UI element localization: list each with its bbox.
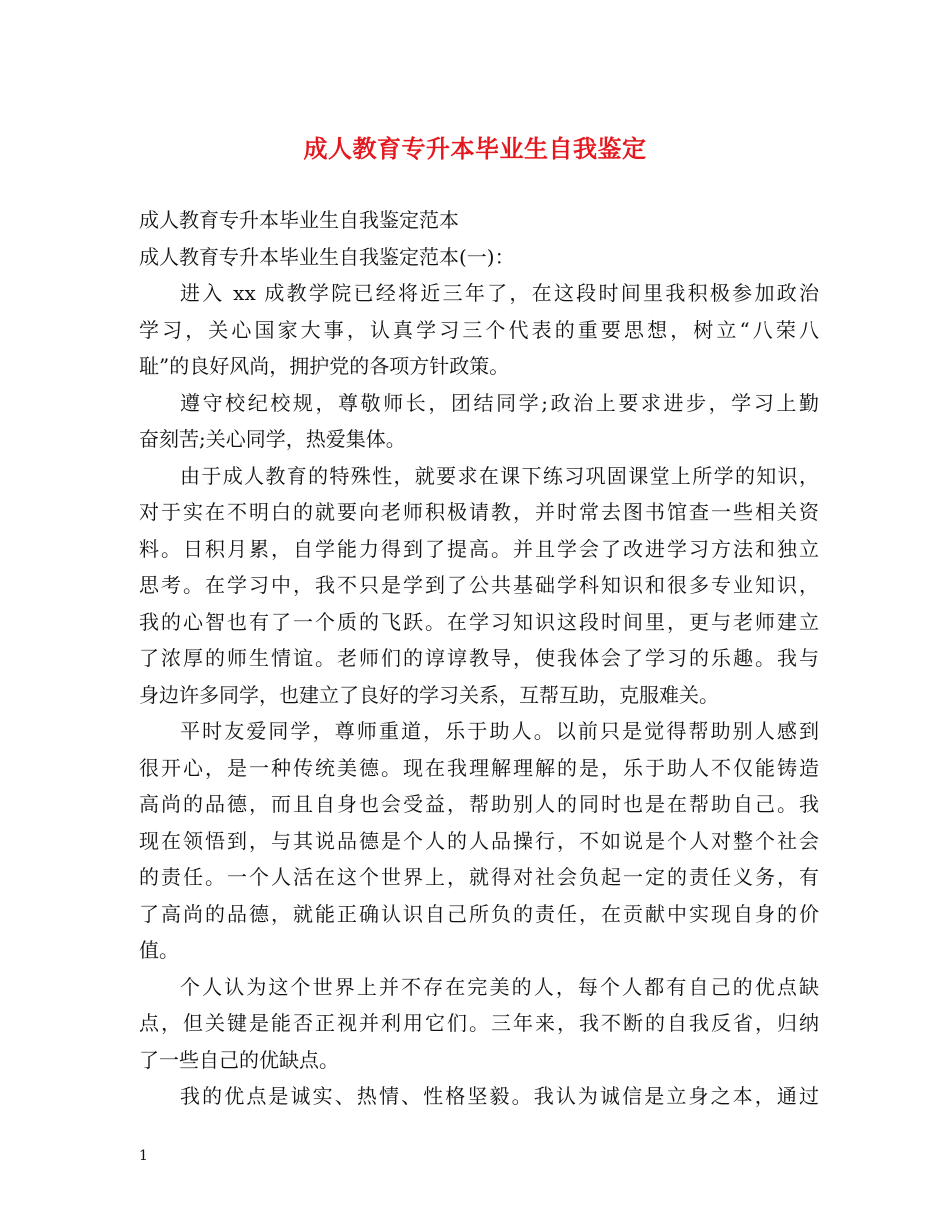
text-line: 的责任。一个人活在这个世界上，就得对社会负起一定的责任义务，有 [139,865,819,889]
text-line: 了高尚的品德，就能正确认识自己所负的责任，在贡献中实现自身的价 [139,901,819,926]
text-line: 思考。在学习中，我不只是学到了公共基础学科知识和很多专业知识， [139,573,819,597]
text-line: 很开心，是一种传统美德。现在我理解理解的是，乐于助人不仅能铸造 [139,755,819,780]
text-line: 现在领悟到，与其说品德是个人的人品操行，不如说是个人对整个社会 [139,828,819,853]
text-line: 平时友爱同学，尊师重道，乐于助人。以前只是觉得帮助别人感到 [180,719,819,743]
text-line: 点，但关键是能否正视并利用它们。三年来，我不断的自我反省，归纳 [139,1011,819,1035]
document-body [139,202,819,1115]
text-line: 耻”的良好风尚，拥护党的各项方针政策。 [139,354,510,378]
text-line: 对于实在不明白的就要向老师积极请教，并时常去图书馆查一些相关资 [139,500,819,524]
document-title: 成人教育专升本毕业生自我鉴定 [303,134,647,163]
text-line: 成人教育专升本毕业生自我鉴定范本(一)： [139,244,515,269]
text-line: 个人认为这个世界上并不存在完美的人，每个人都有自己的优点缺 [180,974,819,999]
text-line: 学习，关心国家大事，认真学习三个代表的重要思想，树立“八荣八 [139,317,819,342]
text-line: 进入 xx 成教学院已经将近三年了，在这段时间里我积极参加政治 [180,281,819,305]
text-line: 我的心智也有了一个质的飞跃。在学习知识这段时间里，更与老师建立 [139,609,819,634]
text-line: 奋刻苦;关心同学，热爱集体。 [139,427,406,451]
text-line: 遵守校纪校规，尊敬师长，团结同学;政治上要求进步，学习上勤 [180,390,819,415]
text-line: 值。 [139,938,179,962]
text-line: 料。日积月累，自学能力得到了提高。并且学会了改进学习方法和独立 [139,536,819,561]
text-line: 身边许多同学，也建立了良好的学习关系，互帮互助，克服难关。 [139,682,719,707]
text-line: 高尚的品德，而且自身也会受益，帮助别人的同时也是在帮助自己。我 [139,792,819,816]
text-line: 了一些自己的优缺点。 [139,1047,339,1072]
page-number: 1 [139,1148,148,1164]
text-line: 由于成人教育的特殊性，就要求在课下练习巩固课堂上所学的知识， [180,463,819,488]
text-line: 成人教育专升本毕业生自我鉴定范本 [139,208,459,232]
text-line: 了浓厚的师生情谊。老师们的谆谆教导，使我体会了学习的乐趣。我与 [139,646,819,670]
text-line: 我的优点是诚实、热情、性格坚毅。我认为诚信是立身之本，通过 [180,1084,819,1108]
